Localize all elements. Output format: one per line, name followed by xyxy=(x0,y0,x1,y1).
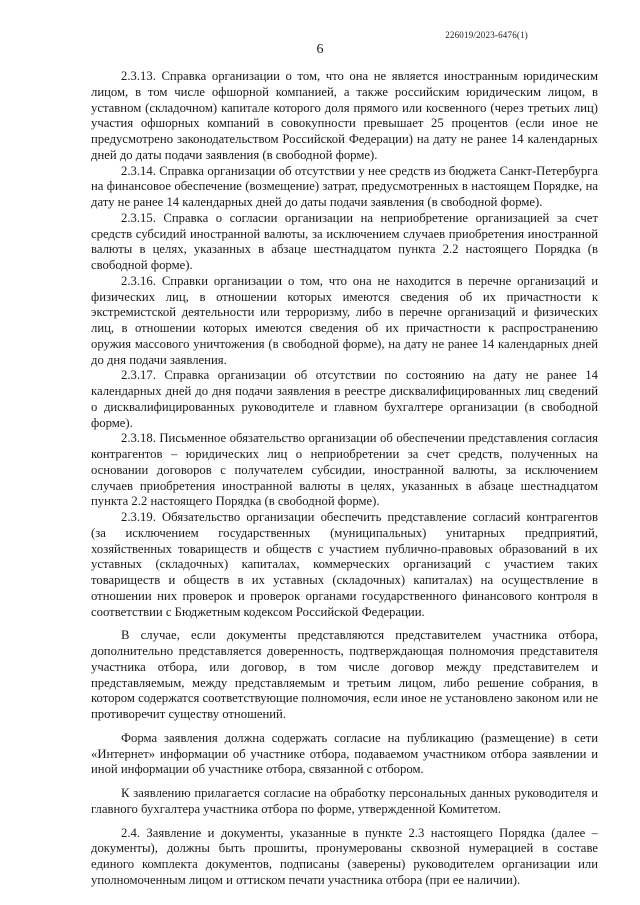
document-registration-number: 226019/2023-6476(1) xyxy=(445,30,528,40)
paragraph-2-3-13: 2.3.13. Справка организации о том, что она не является иностранным юридическим лицом, в том числе офшорной компанией, а также российским юридическим лицом, в уставном (складочном) капитале которого доля прямого или косвенного (через третьих лиц) участия офшорных компаний в совокупности превышает 25 процентов (если иное не предусмотрено законодательством Российской Федерации) на дату не ранее 14 календарных дней до даты подачи заявления (в свободной форме). xyxy=(91,69,598,162)
paragraph-2-3-19: 2.3.19. Обязательство организации обеспечить представление согласий контрагентов (за исключением государственных (муниципальных) унитарных предприятий, хозяйственных товариществ и обществ с участием публично-правовых образований в их уставных (складочных) капиталах, коммерческих организаций с участием таких товариществ и обществ в их уставных (складочных) капиталах) на осуществление в отношении них проверок и проверок органами государственного финансового контроля в соответствии с Бюджетным кодексом Российской Федерации. xyxy=(91,510,598,619)
paragraph-publication-consent: Форма заявления должна содержать согласие на публикацию (размещение) в сети «Интернет» информации об участнике отбора, подаваемом участником отбора заявлении и иной информации об участнике отбора, связанной с отбором. xyxy=(91,730,598,777)
paragraph-2-3-17: 2.3.17. Справка организации об отсутствии по состоянию на дату не ранее 14 календарных дней до дня подачи заявления в реестре дисквалифицированных лиц сведений о дисквалифицированных руководителе и главном бухгалтере организации (в свободной форме). xyxy=(91,368,598,430)
paragraph-2-4: 2.4. Заявление и документы, указанные в пункте 2.3 настоящего Порядка (далее – документы), должны быть прошиты, пронумерованы сквозной нумерацией в составе единого комплекта документов, подписаны (заверены) руководителем организации или уполномоченным лицом и оттиском печати участника отбора (при ее наличии). xyxy=(91,825,598,887)
paragraph-2-3-15: 2.3.15. Справка о согласии организации на неприобретение организацией за счет средств субсидий иностранной валюты, за исключением случаев приобретения иностранной валюты в целях, указанных в абзаце шестнадцатом пункта 2.2 настоящего Порядка (в свободной форме). xyxy=(91,210,598,272)
paragraph-personal-data-consent: К заявлению прилагается согласие на обработку персональных данных руководителя и главного бухгалтера участника отбора по форме, утвержденной Комитетом. xyxy=(91,786,598,816)
paragraph-representative: В случае, если документы представляются представителем участника отбора, дополнительно представляется доверенность, подтверждающая полномочия представителя участника отбора, или договор, в том числе договор между представителем и представляемым, между представляемым и третьим лицом, либо решение собрания, в котором содержатся соответствующие полномочия, если иное не установлено законом или не противоречит существу отношений. xyxy=(91,628,598,721)
paragraph-2-3-16: 2.3.16. Справки организации о том, что она не находится в перечне организаций и физических лиц, в отношении которых имеются сведения об их причастности к экстремистской деятельности или терроризму, либо в перечне организаций и физических лиц, в отношении которых имеются сведения об их причастности к распространению оружия массового уничтожения (в свободной форме), на дату не ранее 14 календарных дней до дня подачи заявления. xyxy=(91,273,598,367)
paragraph-2-3-18: 2.3.18. Письменное обязательство организации об обеспечении представления согласия контрагентов – юридических лиц о неприобретении за счет средств, полученных на основании договоров с получателем субсидии, иностранной валюты, за исключением случаев приобретения иностранной валюты в целях, указанных в абзаце шестнадцатом пункта 2.2 настоящего Порядка (в свободной форме). xyxy=(91,431,598,509)
page-number: 6 xyxy=(316,42,324,57)
paragraph-2-3-14: 2.3.14. Справка организации об отсутствии у нее средств из бюджета Санкт-Петербурга на финансовое обеспечение (возмещение) затрат, предусмотренных в настоящем Порядке, на дату не ранее 14 календарных дней до даты подачи заявления (в свободной форме). xyxy=(91,163,598,209)
document-body xyxy=(91,69,598,889)
